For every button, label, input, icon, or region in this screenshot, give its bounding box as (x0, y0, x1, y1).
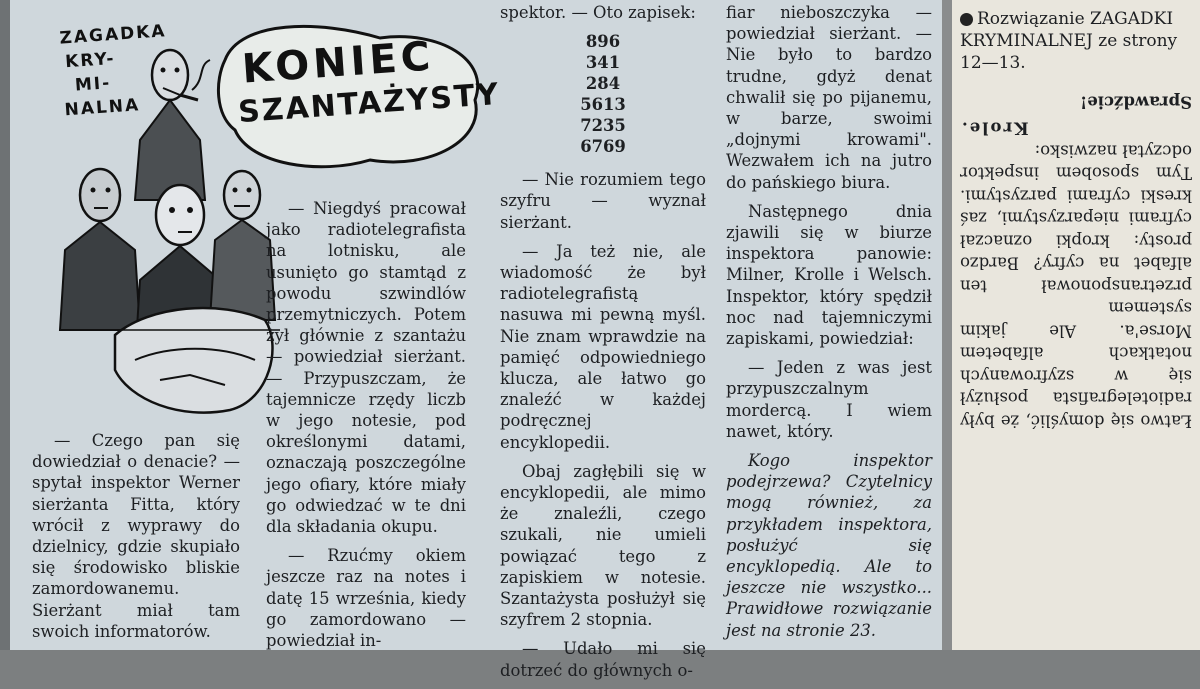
cipher-number: 896 (585, 32, 621, 52)
article (10, 0, 942, 680)
paragraph: Następnego dnia zjawili się w biurze inspektora panowie: Milner, Krolle i Welsch. Inspektor, który spędził noc nad tajemniczymi zapiskami, powiedział: (726, 201, 932, 349)
column-4 (726, 2, 932, 649)
paragraph: — Ja też nie, ale wiadomość że był radiotelegrafistą nasuwa mi pewną myśl. Nie znam wprawdzie na pamięć odpowiedniego klucza, ale łatwo go znaleźć w każdej podręcznej encyklopedii. (500, 241, 706, 452)
bullet-icon (960, 13, 973, 26)
paragraph: — Nie rozumiem tego szyfru — wyznał sierżant. (500, 170, 706, 232)
paragraph: — Czego pan się dowiedział o denacie? — spytał inspektor Werner sierżanta Fitta, który wrócił z wyprawy do dzielnicy, gdzie skupiało się środowisko bliskie zamordowanemu. Sierżant miał tam swoich informatorów. (32, 431, 240, 641)
series-title: ZAGADKA KRY- MI- NALNA (58, 21, 168, 121)
cipher-numbers (500, 31, 706, 157)
column-1 (32, 430, 240, 650)
paragraph: — Udało mi się dotrzeć do głównych o- (500, 639, 706, 680)
cipher-number: 284 (585, 74, 621, 94)
cipher-number: 5613 (580, 95, 626, 115)
solution-text: Łatwo się domyślić, że były radiotelegrafista posłużył się w szyfrowanych notatkach alfabetem Morse'a. Ale jakim systemem przetransponował ten alfabet na cyfry? Bardzo prosty: kropki oznaczał cyframi nieparzystymi, zaś kreski cyframi parzystymi. Tym sposobem inspektor odczytał nazwisko: (960, 141, 1192, 431)
paragraph: — Niegdyś pracował jako radiotelegrafista na lotnisku, ale usunięto go stamtąd z powodu szwindlów przemytniczych. Potem żył głównie z szantażu — powiedział sierżant. — Przypuszczam, że tajemnicze rzędy liczb w jego notesie, pod określonymi datami, oznaczają poszczególne jego ofiary, które miały go odwiedzać w te dni dla składania okupu. (266, 199, 466, 537)
paragraph: spektor. — Oto zapisek: (500, 3, 696, 22)
divider-strip (942, 0, 952, 650)
title-koniec: KONIEC (240, 33, 436, 93)
paragraph: — Rzućmy okiem jeszcze raz na notes i datę 15 września, kiedy go zamordowano — powiedział in- (266, 546, 466, 651)
paragraph: fiar nieboszczyka — powiedział sierżant. — Nie było to bardzo trudne, gdyż denat chwalił się po pijanemu, w barze, swoimi „dojnymi krowami". Wezwałem ich na jutro do pańskiego biura. (726, 3, 932, 192)
solution-answer: Krole. (960, 119, 1029, 138)
cipher-number: 6769 (580, 137, 626, 157)
column-3 (500, 2, 706, 689)
check-label: Sprawdźcie! (1079, 92, 1192, 112)
question-paragraph: Kogo inspektor podejrzewa? Czytelnicy mogą również, za przykładem inspektora, posłużyć się encyklopedią. Ale to jeszcze nie wszystko... Prawidłowe rozwiązanie jest na stronie 23. (726, 451, 932, 640)
title-szantazysty: SZANTAŻYSTY (237, 76, 502, 131)
paragraph: — Jeden z was jest przypuszczalnym mordercą. I wiem nawet, który. (726, 358, 932, 441)
cipher-number: 7235 (580, 116, 626, 136)
solution-heading: Rozwiązanie ZAGADKI KRYMINALNEJ ze strony 12—13. (960, 9, 1178, 73)
paragraph: Obaj zagłębili się w encyklopedii, ale mimo że znaleźli, czego szukali, nie umieli powiązać tego z zapiskiem w notesie. Szantażysta posłużył się szyfrem 2 stopnia. (500, 461, 706, 630)
page-gutter (0, 0, 10, 650)
column-2 (266, 198, 466, 659)
cipher-number: 341 (585, 53, 621, 73)
solution-upside-down (960, 90, 1192, 432)
solution-box (952, 0, 1200, 650)
